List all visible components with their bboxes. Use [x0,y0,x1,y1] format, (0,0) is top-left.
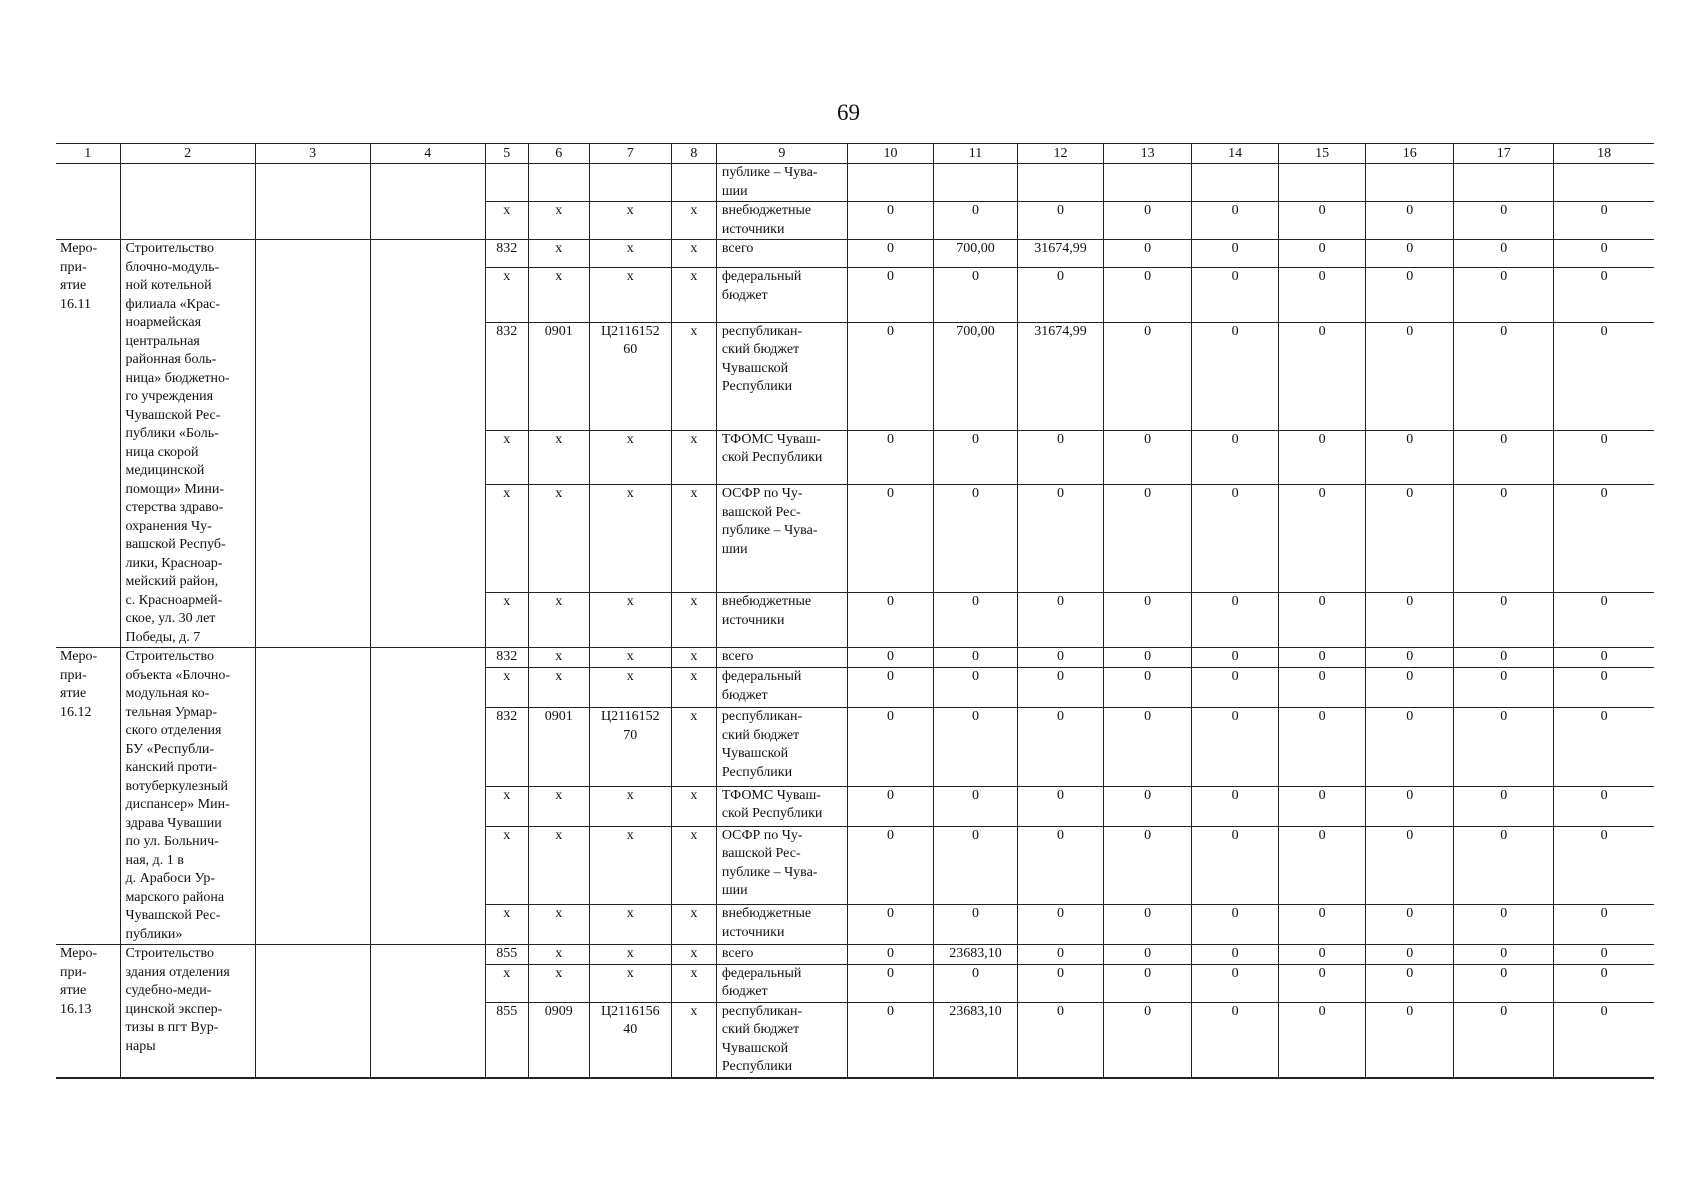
table-cell-c6: x [528,964,589,1002]
table-cell-c5: x [485,485,528,593]
table-cell-c11: 0 [933,268,1017,323]
table-cell-c11: 0 [933,202,1017,240]
table-cell-c18: 0 [1554,268,1654,323]
table-cell-c17: 0 [1454,648,1554,668]
table-cell-c14: 0 [1192,485,1279,593]
funding-table [56,143,1654,1079]
table-cell-c14: 0 [1192,322,1279,430]
table-cell-c18: 0 [1554,786,1654,826]
table-cell-c8: x [671,648,716,668]
table-cell-c10: 0 [847,708,933,787]
funding-source-cell: ОСФР по Чу- вашской Рес- публике – Чува- шии [716,826,847,905]
measure-label: Меро- при- ятие 16.12 [56,648,120,945]
header-cell-15: 15 [1279,144,1366,164]
table-cell-c6: x [528,905,589,945]
table-cell-c17: 0 [1454,202,1554,240]
table-cell-c16: 0 [1366,268,1454,323]
table-cell-c16: 0 [1366,648,1454,668]
table-cell-c10: 0 [847,648,933,668]
table-cell-c11: 700,00 [933,322,1017,430]
table-cell-c6: x [528,202,589,240]
funding-source-cell: федеральный бюджет [716,964,847,1002]
table-cell-c5: 832 [485,322,528,430]
table-cell-c17: 0 [1454,430,1554,485]
funding-source-cell: публике – Чува- шии [716,164,847,202]
header-cell-13: 13 [1104,144,1192,164]
table-cell-c13: 0 [1104,322,1192,430]
table-cell-c4 [370,240,485,648]
table-cell-c10: 0 [847,593,933,648]
table-cell-c10: 0 [847,485,933,593]
funding-source-cell: внебюджетные источники [716,593,847,648]
measure-description: Строительство здания отделения судебно-меди- цинской экспер- тизы в пгт Вур- нары [120,945,255,1078]
table-cell-c16: 0 [1366,945,1454,965]
table-cell-c7: Ц2116152 70 [589,708,671,787]
table-cell-c7: x [589,593,671,648]
table-cell-c13: 0 [1104,905,1192,945]
table-cell-c7: x [589,648,671,668]
table-cell-c6: x [528,240,589,268]
table-cell-c12: 0 [1018,648,1104,668]
table-cell-c15: 0 [1279,905,1366,945]
table-cell-c7: x [589,240,671,268]
page-number: 69 [837,100,860,125]
table-cell-empty [1279,164,1366,202]
table-cell-c12: 0 [1018,905,1104,945]
table-cell-c6: x [528,268,589,323]
table-cell-c11: 0 [933,786,1017,826]
table-cell-empty [1554,164,1654,202]
table-cell-c15: 0 [1279,668,1366,708]
table-cell-c6: 0901 [528,708,589,787]
table-cell-c18: 0 [1554,945,1654,965]
table-cell-c8: x [671,202,716,240]
table-cell-c13: 0 [1104,1002,1192,1078]
table-cell-empty [1192,164,1279,202]
table-cell-c15: 0 [1279,708,1366,787]
funding-source-cell: федеральный бюджет [716,268,847,323]
table-cell-c7: x [589,826,671,905]
table-cell-c7: Ц2116152 60 [589,322,671,430]
table-cell-c16: 0 [1366,485,1454,593]
table-cell-c14: 0 [1192,964,1279,1002]
table-cell-c8: x [671,593,716,648]
table-cell-c12: 0 [1018,593,1104,648]
table-cell-c8: x [671,826,716,905]
funding-source-cell: республикан- ский бюджет Чувашской Республики [716,322,847,430]
table-cell-c11: 0 [933,964,1017,1002]
table-row [56,648,1654,668]
table-cell-c8: x [671,322,716,430]
table-cell-c12: 0 [1018,1002,1104,1078]
table-cell-c18: 0 [1554,240,1654,268]
table-cell-c1 [56,164,120,240]
table-cell-c10: 0 [847,945,933,965]
table-cell-c18: 0 [1554,593,1654,648]
table-cell-c11: 0 [933,593,1017,648]
table-cell-c12: 31674,99 [1018,322,1104,430]
table-cell-c5: x [485,668,528,708]
table-cell-c3 [255,648,370,945]
table-row [56,945,1654,965]
table-cell-c18: 0 [1554,648,1654,668]
table-cell-c7: x [589,202,671,240]
table-cell-c18: 0 [1554,485,1654,593]
table-cell-c10: 0 [847,826,933,905]
table-cell-c10: 0 [847,668,933,708]
table-cell-c12: 0 [1018,430,1104,485]
header-cell-16: 16 [1366,144,1454,164]
table-cell-c8: x [671,1002,716,1078]
table-cell-c15: 0 [1279,786,1366,826]
header-cell-8: 8 [671,144,716,164]
table-cell-c12: 0 [1018,268,1104,323]
table-cell-c15: 0 [1279,322,1366,430]
table-cell-c8: x [671,708,716,787]
header-cell-7: 7 [589,144,671,164]
header-cell-9: 9 [716,144,847,164]
funding-source-cell: республикан- ский бюджет Чувашской Республики [716,1002,847,1078]
header-cell-12: 12 [1018,144,1104,164]
table-cell-c16: 0 [1366,240,1454,268]
table-cell-c17: 0 [1454,485,1554,593]
table-cell-c5: x [485,786,528,826]
table-cell-c8: x [671,430,716,485]
table-cell-c2 [120,164,255,240]
table-cell-c11: 0 [933,485,1017,593]
table-cell-c16: 0 [1366,905,1454,945]
table-cell-c12: 0 [1018,786,1104,826]
table-cell-c18: 0 [1554,708,1654,787]
table-cell-c13: 0 [1104,826,1192,905]
header-cell-4: 4 [370,144,485,164]
funding-source-cell: внебюджетные источники [716,202,847,240]
table-cell-c11: 0 [933,708,1017,787]
table-cell-c12: 0 [1018,945,1104,965]
table-cell-c5: 855 [485,1002,528,1078]
table-cell-c14: 0 [1192,708,1279,787]
table-cell-c17: 0 [1454,268,1554,323]
table-cell-empty [589,164,671,202]
table-cell-c16: 0 [1366,668,1454,708]
table-cell-c5: x [485,268,528,323]
table-cell-c11: 0 [933,668,1017,708]
table-cell-c7: Ц2116156 40 [589,1002,671,1078]
table-cell-c5: 832 [485,708,528,787]
table-cell-c4 [370,648,485,945]
table-cell-c6: x [528,826,589,905]
header-row [56,144,1654,164]
table-cell-c16: 0 [1366,593,1454,648]
table-cell-c15: 0 [1279,202,1366,240]
table-cell-c17: 0 [1454,786,1554,826]
table-cell-c18: 0 [1554,964,1654,1002]
table-cell-c11: 0 [933,648,1017,668]
table-cell-c13: 0 [1104,430,1192,485]
table-cell-c13: 0 [1104,485,1192,593]
table-cell-c7: x [589,268,671,323]
table-cell-c15: 0 [1279,268,1366,323]
table-cell-c4 [370,164,485,240]
table-cell-c15: 0 [1279,485,1366,593]
table-cell-c17: 0 [1454,668,1554,708]
table-cell-c10: 0 [847,202,933,240]
table-cell-c12: 0 [1018,826,1104,905]
header-cell-2: 2 [120,144,255,164]
table-cell-c18: 0 [1554,905,1654,945]
table-cell-c6: 0901 [528,322,589,430]
table-cell-c14: 0 [1192,648,1279,668]
table-cell-c17: 0 [1454,1002,1554,1078]
funding-source-cell: внебюджетные источники [716,905,847,945]
table-cell-c13: 0 [1104,268,1192,323]
table-cell-c12: 0 [1018,202,1104,240]
table-cell-empty [671,164,716,202]
table-cell-c5: 832 [485,240,528,268]
table-cell-c7: x [589,430,671,485]
funding-source-cell: федеральный бюджет [716,668,847,708]
header-cell-1: 1 [56,144,120,164]
table-cell-c12: 0 [1018,964,1104,1002]
table-cell-c7: x [589,905,671,945]
table-cell-c14: 0 [1192,268,1279,323]
table-cell-c8: x [671,485,716,593]
table-cell-c10: 0 [847,964,933,1002]
table-cell-c16: 0 [1366,786,1454,826]
table-cell-c11: 0 [933,430,1017,485]
table-cell-c6: x [528,485,589,593]
table-cell-c13: 0 [1104,708,1192,787]
table-cell-c13: 0 [1104,786,1192,826]
table-cell-c14: 0 [1192,945,1279,965]
measure-label: Меро- при- ятие 16.13 [56,945,120,1078]
table-row [56,164,1654,202]
table-cell-c15: 0 [1279,593,1366,648]
table-cell-c14: 0 [1192,240,1279,268]
table-cell-c11: 23683,10 [933,945,1017,965]
table-cell-c15: 0 [1279,1002,1366,1078]
table-cell-c15: 0 [1279,826,1366,905]
funding-source-cell: ОСФР по Чу- вашской Рес- публике – Чува- шии [716,485,847,593]
funding-source-cell: ТФОМС Чуваш- ской Республики [716,786,847,826]
table-cell-c10: 0 [847,240,933,268]
table-cell-c11: 23683,10 [933,1002,1017,1078]
table-cell-c14: 0 [1192,905,1279,945]
table-cell-c13: 0 [1104,202,1192,240]
table-cell-c17: 0 [1454,322,1554,430]
table-cell-c5: x [485,593,528,648]
table-cell-c15: 0 [1279,964,1366,1002]
measure-description: Строительство объекта «Блочно- модульная ко- тельная Урмар- ского отделения БУ «Республи- канский проти- вотуберкулезный диспансер» Мин- здрава Чувашии по ул. Больнич- ная, д. 1 в д. Арабоси Ур- марского района Чувашской Рес- публики» [120,648,255,945]
table-cell-c16: 0 [1366,202,1454,240]
table-cell-c14: 0 [1192,668,1279,708]
table-cell-c8: x [671,240,716,268]
table-cell-c13: 0 [1104,648,1192,668]
table-cell-c7: x [589,945,671,965]
table-cell-c13: 0 [1104,593,1192,648]
header-cell-11: 11 [933,144,1017,164]
table-cell-c15: 0 [1279,945,1366,965]
header-cell-14: 14 [1192,144,1279,164]
table-cell-c3 [255,164,370,240]
table-cell-c8: x [671,268,716,323]
table-cell-empty [1454,164,1554,202]
table-cell-c6: x [528,593,589,648]
table-cell-c15: 0 [1279,430,1366,485]
funding-source-cell: всего [716,945,847,965]
table-cell-c14: 0 [1192,593,1279,648]
table-cell-c14: 0 [1192,430,1279,485]
table-cell-c13: 0 [1104,668,1192,708]
table-cell-c6: x [528,945,589,965]
table-cell-c6: x [528,668,589,708]
table-cell-c10: 0 [847,1002,933,1078]
table-cell-c13: 0 [1104,964,1192,1002]
header-cell-3: 3 [255,144,370,164]
table-cell-c18: 0 [1554,1002,1654,1078]
table-cell-c10: 0 [847,268,933,323]
table-cell-c12: 0 [1018,708,1104,787]
table-cell-c7: x [589,485,671,593]
funding-source-cell: всего [716,648,847,668]
table-cell-c7: x [589,786,671,826]
header-cell-10: 10 [847,144,933,164]
funding-source-cell: ТФОМС Чуваш- ской Республики [716,430,847,485]
header-cell-6: 6 [528,144,589,164]
table-cell-c12: 0 [1018,485,1104,593]
table-cell-c4 [370,945,485,1078]
table-cell-c5: x [485,202,528,240]
table-cell-empty [1018,164,1104,202]
funding-source-cell: республикан- ский бюджет Чувашской Республики [716,708,847,787]
table-cell-c16: 0 [1366,322,1454,430]
table-cell-empty [528,164,589,202]
table-cell-c8: x [671,964,716,1002]
table-cell-c6: x [528,430,589,485]
funding-source-cell: всего [716,240,847,268]
table-cell-c14: 0 [1192,826,1279,905]
table-cell-c8: x [671,905,716,945]
table-cell-c7: x [589,668,671,708]
table-row [56,240,1654,268]
table-cell-empty [933,164,1017,202]
table-cell-c14: 0 [1192,202,1279,240]
table-cell-c14: 0 [1192,1002,1279,1078]
table-cell-c5: x [485,964,528,1002]
table-cell-c12: 0 [1018,668,1104,708]
table-cell-c17: 0 [1454,240,1554,268]
table-cell-c18: 0 [1554,430,1654,485]
header-cell-17: 17 [1454,144,1554,164]
table-cell-c16: 0 [1366,826,1454,905]
table-cell-c18: 0 [1554,322,1654,430]
table-cell-c5: 855 [485,945,528,965]
table-cell-c8: x [671,786,716,826]
table-cell-c5: 832 [485,648,528,668]
table-cell-empty [1104,164,1192,202]
table-cell-c15: 0 [1279,240,1366,268]
table-cell-c16: 0 [1366,964,1454,1002]
table-cell-c16: 0 [1366,1002,1454,1078]
table-cell-c3 [255,240,370,648]
measure-label: Меро- при- ятие 16.11 [56,240,120,648]
table-cell-c18: 0 [1554,668,1654,708]
table-cell-c14: 0 [1192,786,1279,826]
table-cell-empty [1366,164,1454,202]
table-cell-c12: 31674,99 [1018,240,1104,268]
table-cell-c5: x [485,826,528,905]
table-cell-c17: 0 [1454,593,1554,648]
table-cell-c7: x [589,964,671,1002]
table-cell-c17: 0 [1454,945,1554,965]
table-cell-c5: x [485,905,528,945]
table-cell-c6: 0909 [528,1002,589,1078]
table-cell-c10: 0 [847,905,933,945]
table-cell-c13: 0 [1104,945,1192,965]
table-cell-c17: 0 [1454,826,1554,905]
table-cell-c18: 0 [1554,826,1654,905]
table-cell-empty [485,164,528,202]
table-cell-c8: x [671,668,716,708]
table-cell-c11: 0 [933,905,1017,945]
table-cell-c17: 0 [1454,708,1554,787]
table-cell-c16: 0 [1366,708,1454,787]
table-cell-c3 [255,945,370,1078]
table-cell-c13: 0 [1104,240,1192,268]
table-cell-c10: 0 [847,430,933,485]
table-cell-c10: 0 [847,322,933,430]
table-cell-c6: x [528,648,589,668]
table-cell-c16: 0 [1366,430,1454,485]
table-cell-c15: 0 [1279,648,1366,668]
table-cell-c6: x [528,786,589,826]
table-cell-c8: x [671,945,716,965]
table-cell-empty [847,164,933,202]
table-cell-c5: x [485,430,528,485]
table-cell-c17: 0 [1454,964,1554,1002]
table-cell-c17: 0 [1454,905,1554,945]
table-cell-c11: 700,00 [933,240,1017,268]
table-cell-c10: 0 [847,786,933,826]
header-cell-5: 5 [485,144,528,164]
measure-description: Строительство блочно-модуль- ной котельной филиала «Крас- ноармейская центральная районная боль- ница» бюджетно- го учреждения Чувашской Рес- публики «Боль- ница скорой медицинской помощи» Мини- стерства здраво- охранения Чу- вашской Респуб- лики, Красноар- мейский район, с. Красноармей- ское, ул. 30 лет Победы, д. 7 [120,240,255,648]
table-cell-c18: 0 [1554,202,1654,240]
header-cell-18: 18 [1554,144,1654,164]
table-cell-c11: 0 [933,826,1017,905]
